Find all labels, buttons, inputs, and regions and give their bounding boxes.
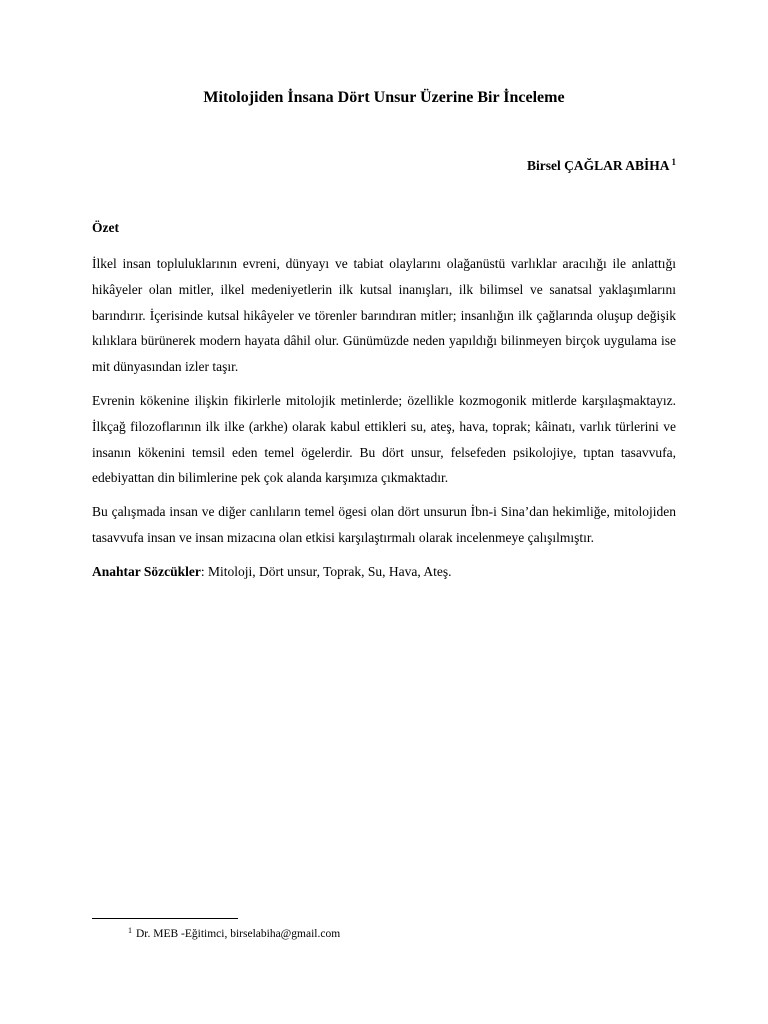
footnote-marker: 1 (128, 926, 132, 935)
footnote (128, 923, 340, 942)
keywords-line (92, 559, 676, 585)
author-line (527, 153, 676, 175)
abstract-paragraph-1: İlkel insan topluluklarının evreni, dünyayı ve tabiat olaylarını olağanüstü varlıklar aracılığı ile anlattığı hikâyeler olan mitler, ilkel medeniyetlerin ilk kutsal inanışları, ilk bilimsel ve sanatsal yaklaşımlarını barındırır. İçerisinde kutsal hikâyeler ve törenler barındıran mitler; insanlığın ilk çağlarında oluşup değişik kılıklara bürünerek modern hayata dâhil olur. Günümüzde neden yapıldığı bilinmeyen birçok uygulama ise mit dünyasından izler taşır. (92, 256, 676, 375)
abstract-section (92, 219, 676, 585)
paper-title: Mitolojiden İnsana Dört Unsur Üzerine Bir İnceleme (203, 89, 565, 106)
abstract-paragraph-2: Evrenin kökenine ilişkin fikirlerle mitolojik metinlerde; özellikle kozmogonik mitlerde karşılaşmaktayız. İlkçağ filozoflarının ilk ilke (arkhe) olarak kabul ettikleri su, ateş, hava, toprak; kâinatı, varlık türlerini ve insanın kökenini temsil eden temel ögelerdir. Bu dört unsur, felsefeden psikolojiye, tıptan tasavvufa, edebiyattan din bilimlerine pek çok alanda karşımıza çıkmaktadır. (92, 392, 676, 486)
abstract-heading: Özet (92, 220, 119, 235)
author-footnote-marker: 1 (671, 157, 676, 167)
author-name: Birsel ÇAĞLAR ABİHA (526, 158, 670, 173)
footnote-divider (92, 918, 238, 919)
abstract-paragraph-3: Bu çalışmada insan ve diğer canlıların temel ögesi olan dört unsurun İbn-i Sina’dan hekimliğe, mitolojiden tasavvufa insan ve insan mizacına olan etkisi karşılaştırmalı olarak incelenmeye çalışılmıştır. (92, 504, 676, 545)
footnote-text: Dr. MEB -Eğitimci, birselabiha@gmail.com (136, 928, 341, 940)
keywords-text: : Mitoloji, Dört unsur, Toprak, Su, Hava, Ateş. (200, 563, 452, 579)
keywords-label: Anahtar Sözcükler (92, 563, 201, 579)
